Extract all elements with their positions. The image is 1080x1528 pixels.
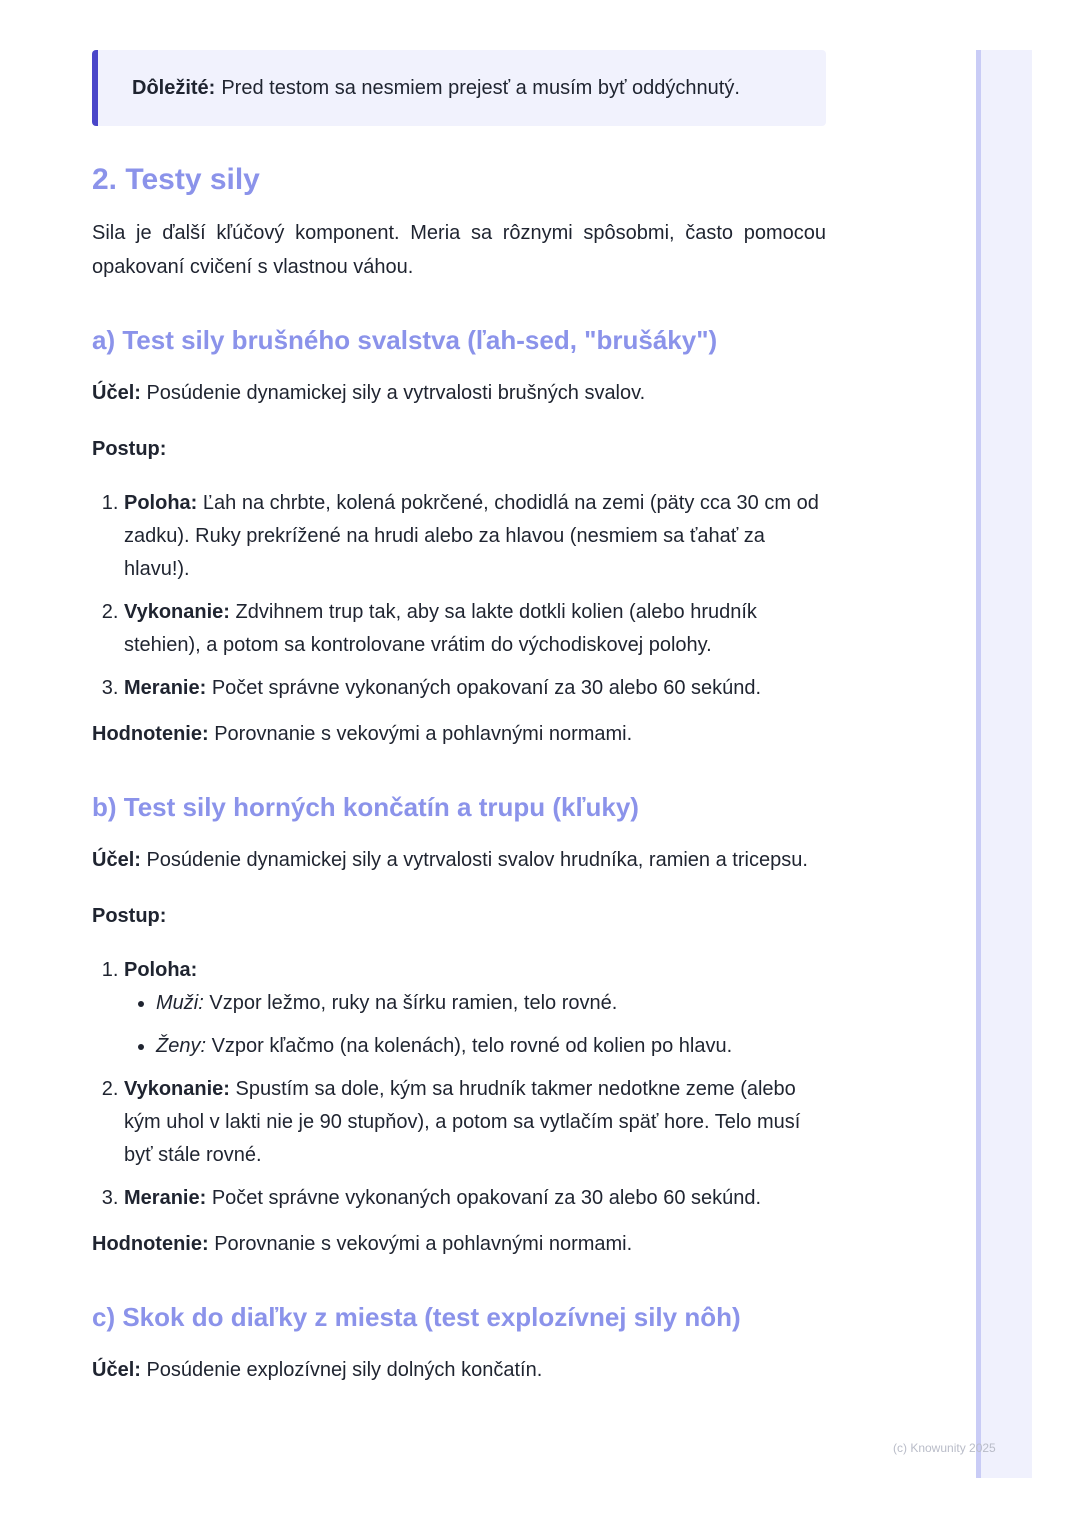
list-item	[124, 1073, 826, 1172]
subsection-c-title: c) Skok do diaľky z miesta (test explozívnej sily nôh)	[92, 1302, 741, 1332]
bullet-item	[156, 1030, 826, 1063]
step-label: Poloha:	[124, 492, 198, 514]
bullet-item	[156, 987, 826, 1020]
side-panel	[976, 50, 1032, 1478]
eval-text: Porovnanie s vekovými a pohlavnými normami.	[214, 723, 633, 745]
step-text: Ľah na chrbte, kolená pokrčené, chodidlá na zemi (päty cca 30 cm od zadku). Ruky prekrížené na hrudi alebo za hlavou (nesmiem sa ťahať za hlavu!).	[124, 492, 819, 580]
step-label: Meranie:	[124, 677, 207, 699]
step-text: Počet správne vykonaných opakovaní za 30 alebo 60 sekúnd.	[211, 1187, 762, 1209]
purpose-label: Účel:	[92, 1359, 141, 1381]
step-label: Poloha:	[124, 959, 198, 981]
subsection-c-purpose	[92, 1353, 826, 1387]
bullet-label: Ženy:	[156, 1035, 207, 1057]
important-note	[92, 50, 826, 126]
list-item	[124, 596, 826, 662]
subsection-a-title: a) Test sily brušného svalstva (ľah-sed, "brušáky")	[92, 325, 718, 355]
bullet-label: Muži:	[156, 992, 204, 1014]
subsection-b-purpose	[92, 843, 826, 877]
purpose-text: Posúdenie dynamickej sily a vytrvalosti brušných svalov.	[146, 382, 646, 404]
procedure-list-b	[92, 954, 826, 1215]
step-label: Meranie:	[124, 1187, 207, 1209]
copyright-footer: (c) Knowunity 2025	[893, 1441, 996, 1455]
eval-text: Porovnanie s vekovými a pohlavnými normami.	[214, 1233, 633, 1255]
list-item	[124, 672, 826, 705]
procedure-label: Postup:	[92, 905, 167, 927]
subsection-a-purpose	[92, 376, 826, 410]
purpose-label: Účel:	[92, 849, 141, 871]
procedure-list-a	[92, 487, 826, 705]
document-page	[92, 50, 826, 1387]
note-label: Dôležité:	[132, 76, 216, 99]
bullet-text: Vzpor ležmo, ruky na šírku ramien, telo rovné.	[209, 992, 618, 1014]
procedure-label: Postup:	[92, 438, 167, 460]
evaluation-b	[92, 1227, 826, 1261]
list-item	[124, 487, 826, 586]
section-title: 2. Testy sily	[92, 163, 260, 196]
purpose-text: Posúdenie explozívnej sily dolných končatín.	[146, 1359, 543, 1381]
evaluation-a	[92, 717, 826, 751]
section-intro: Sila je ďalší kľúčový komponent. Meria sa rôznymi spôsobmi, často pomocou opakovaní cvičení s vlastnou váhou.	[92, 222, 826, 278]
step-label: Vykonanie:	[124, 601, 230, 623]
eval-label: Hodnotenie:	[92, 1233, 209, 1255]
bullet-text: Vzpor kľačmo (na kolenách), telo rovné od kolien po hlavu.	[211, 1035, 733, 1057]
subsection-b-title: b) Test sily horných končatín a trupu (kľuky)	[92, 792, 639, 822]
list-item	[124, 1182, 826, 1215]
step-text: Počet správne vykonaných opakovaní za 30 alebo 60 sekúnd.	[211, 677, 762, 699]
eval-label: Hodnotenie:	[92, 723, 209, 745]
step-text: Spustím sa dole, kým sa hrudník takmer nedotkne zeme (alebo kým uhol v lakti nie je 90 stupňov), a potom sa vytlačím späť hore. Telo musí byť stále rovné.	[124, 1078, 801, 1166]
purpose-label: Účel:	[92, 382, 141, 404]
position-bullets	[124, 987, 826, 1063]
list-item	[124, 954, 826, 1063]
step-text: Zdvihnem trup tak, aby sa lakte dotkli kolien (alebo hrudník stehien), a potom sa kontrolovane vrátim do východiskovej polohy.	[124, 601, 757, 656]
note-text: Pred testom sa nesmiem prejesť a musím byť oddýchnutý.	[221, 76, 740, 99]
step-label: Vykonanie:	[124, 1078, 230, 1100]
purpose-text: Posúdenie dynamickej sily a vytrvalosti svalov hrudníka, ramien a tricepsu.	[146, 849, 808, 871]
